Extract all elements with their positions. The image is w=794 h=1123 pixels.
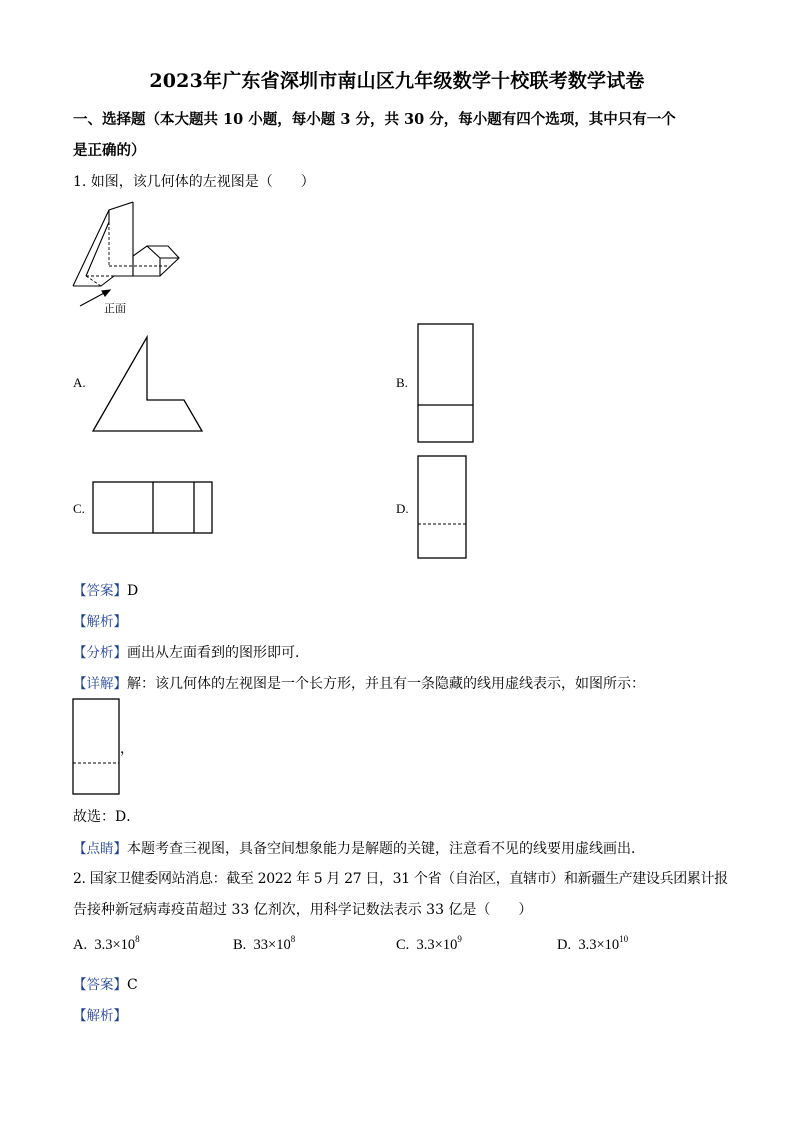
q2-option-b-letter: B. bbox=[233, 937, 247, 953]
q1-guxuan: 故选：D． bbox=[73, 809, 141, 825]
q1-fenxi-line bbox=[73, 641, 309, 662]
option-b-label[interactable]: B. bbox=[396, 375, 408, 390]
q2-option-d-exp: 10 bbox=[619, 934, 629, 944]
q2-option-c-letter: C. bbox=[396, 937, 410, 953]
q1-xiangjie-line bbox=[73, 672, 645, 693]
q2-answer: C bbox=[127, 977, 138, 993]
q2-stem-line2: 告接种新冠病毒疫苗超过 33 亿剂次，用科学记数法表示 33 亿是（ ） bbox=[73, 902, 533, 918]
q2-option-b-base: 33×10 bbox=[253, 937, 291, 953]
q2-option-d-letter: D. bbox=[557, 937, 572, 953]
q1-stem: 1. 如图，该几何体的左视图是（ ） bbox=[73, 174, 315, 190]
option-d-figure bbox=[417, 455, 468, 561]
section-heading-line1: 一、选择题（本大题共 10 小题，每小题 3 分，共 30 分，每小题有四个选项，其中只有一个 bbox=[73, 111, 676, 128]
q1-solution-figure bbox=[72, 698, 122, 797]
q2-stem-line1: 2. 国家卫健委网站消息：截至 2022 年 5 月 27 日，31 个省（自治区，直辖市）和新疆生产建设兵团累计报 bbox=[73, 871, 728, 887]
option-a-label[interactable]: A. bbox=[73, 375, 86, 390]
q1-answer: D bbox=[127, 583, 139, 599]
q2-jiexi-tag: 【解析】 bbox=[73, 1008, 127, 1024]
dianjing-tag: 【点睛】 bbox=[73, 841, 127, 857]
fenxi-tag: 【分析】 bbox=[73, 645, 127, 661]
q2-option-c-base: 3.3×10 bbox=[416, 937, 458, 953]
q2-option-a[interactable] bbox=[73, 934, 140, 954]
q2-answer-line bbox=[73, 973, 138, 993]
option-a-figure bbox=[92, 336, 207, 434]
q1-xiangjie: 解：该几何体的左视图是一个长方形，并且有一条隐藏的线用虚线表示，如图所示： bbox=[127, 676, 645, 692]
answer-tag: 【答案】 bbox=[73, 977, 127, 993]
q1-answer-line bbox=[73, 579, 138, 599]
q1-solid-figure bbox=[66, 198, 191, 318]
answer-tag: 【答案】 bbox=[73, 583, 127, 599]
q2-option-d-base: 3.3×10 bbox=[578, 937, 620, 953]
q1-jiexi-tag: 【解析】 bbox=[73, 614, 127, 630]
q1-dianjing-line bbox=[73, 837, 645, 858]
solution-figure-comma: ， bbox=[120, 741, 134, 757]
q2-option-d[interactable] bbox=[557, 934, 628, 954]
option-d-label[interactable]: D. bbox=[396, 501, 409, 516]
q2-option-b-exp: 8 bbox=[290, 934, 296, 944]
q2-option-a-base: 3.3×10 bbox=[94, 937, 136, 953]
figure-caption-front: 正面 bbox=[104, 302, 126, 315]
option-b-figure bbox=[417, 323, 475, 444]
xiangjie-tag: 【详解】 bbox=[73, 676, 127, 692]
q1-dianjing: 本题考查三视图，具备空间想象能力是解题的关键，注意看不见的线要用虚线画出． bbox=[127, 841, 645, 857]
q2-option-b[interactable] bbox=[233, 934, 295, 954]
option-c-figure bbox=[92, 481, 214, 535]
q2-option-a-exp: 8 bbox=[135, 934, 140, 944]
q2-option-a-letter: A. bbox=[73, 937, 88, 953]
q2-option-c-exp: 9 bbox=[457, 934, 462, 944]
section-heading-line2: 是正确的） bbox=[73, 142, 146, 159]
q1-fenxi: 画出从左面看到的图形即可． bbox=[127, 645, 309, 661]
option-c-label[interactable]: C. bbox=[73, 501, 85, 516]
page-title: 2023年广东省深圳市南山区九年级数学十校联考数学试卷 bbox=[149, 70, 645, 92]
q2-option-c[interactable] bbox=[396, 934, 462, 954]
